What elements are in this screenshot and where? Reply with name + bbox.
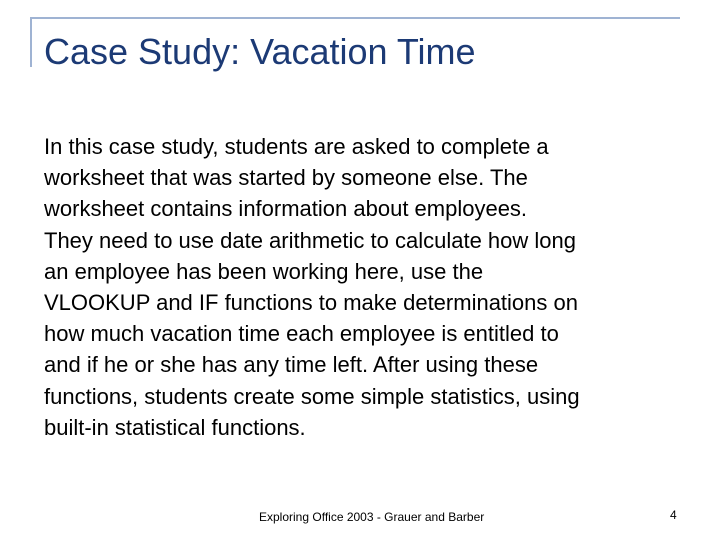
body-line: built-in statistical functions. <box>44 414 306 440</box>
slide-footer: Exploring Office 2003 - Grauer and Barber <box>259 510 485 524</box>
slide-title: Case Study: Vacation Time <box>44 31 476 72</box>
body-line: VLOOKUP and IF functions to make determinations on <box>44 290 578 316</box>
body-line: and if he or she has any time left. After using these <box>44 352 539 378</box>
body-line: functions, students create some simple statistics, using <box>44 383 580 409</box>
body-line: an employee has been working here, use the <box>44 258 484 284</box>
title-frame-left-line <box>30 17 32 67</box>
page-number: 4 <box>670 508 677 522</box>
title-frame-top-line <box>30 17 680 19</box>
body-line: worksheet that was started by someone else. The <box>44 165 528 191</box>
body-line: They need to use date arithmetic to calculate how long <box>44 227 576 253</box>
body-line: how much vacation time each employee is entitled to <box>44 321 559 347</box>
body-line: worksheet contains information about employees. <box>44 196 528 222</box>
slide-body-text <box>44 131 694 443</box>
body-line: In this case study, students are asked to complete a <box>44 134 549 159</box>
